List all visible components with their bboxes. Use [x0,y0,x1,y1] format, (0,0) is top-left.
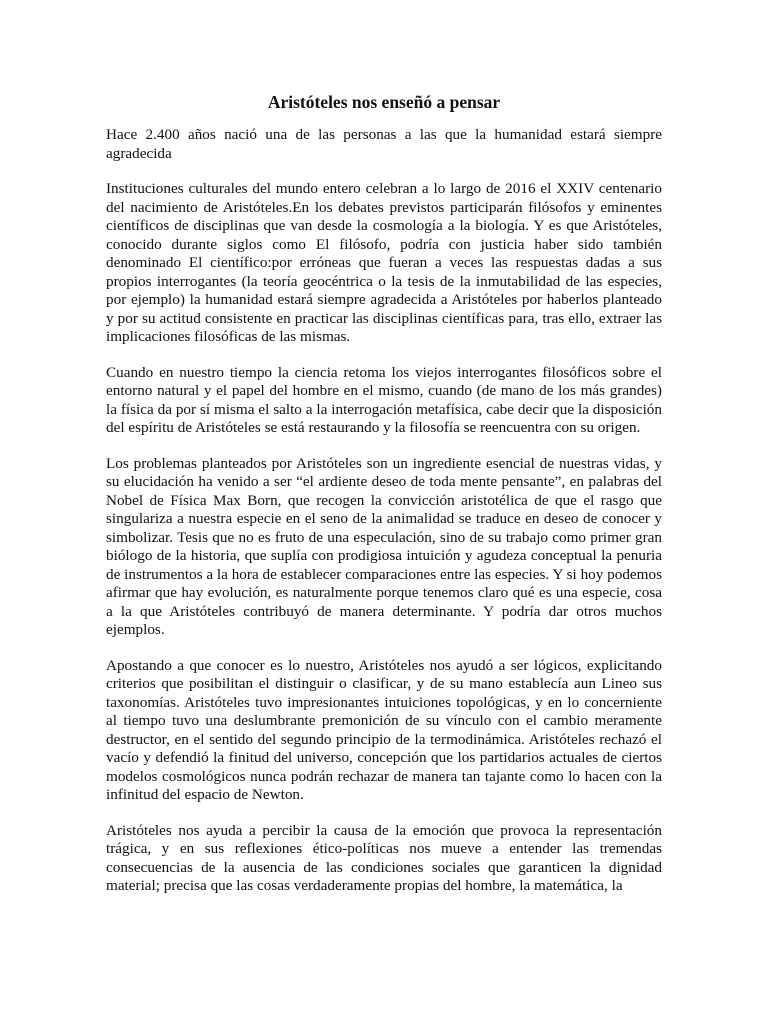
paragraph-1: Instituciones culturales del mundo entero celebran a lo largo de 2016 el XXIV centenario del nacimiento de Aristóteles.En los debates previstos participarán filósofos y eminentes científicos de disciplinas que van desde la cosmología a la biología. Y es que Aristóteles, conocido durante siglos como El filósofo, podría con justicia haber sido también denominado El científico:por erróneas que fueran a veces las respuestas dadas a sus propios interrogantes (la teoría geocéntrica o la tesis de la inmutabilidad de las especies, por ejemplo) la humanidad estará siempre agradecida a Aristóteles por haberlos planteado y por su actitud consistente en practicar las disciplinas científicas para, tras ello, extraer las implicaciones filosóficas de las mismas. [106,180,662,345]
paragraph-4: Apostando a que conocer es lo nuestro, Aristóteles nos ayudó a ser lógicos, explicitando criterios que posibilitan el distinguir o clasificar, y de su mano establecía aun Lineo sus taxonomías. Aristóteles tuvo impresionantes intuiciones topológicas, y en lo concerniente al tiempo tuvo una deslumbrante premonición de su vínculo con el cambio meramente destructor, en el sentido del segundo principio de la termodinámica. Aristóteles rechazó el vacío y defendió la finitud del universo, concepción que los partidarios actuales de ciertos modelos cosmológicos nunca podrán rechazar de manera tan tajante como lo hacen con la infinitud del espacio de Newton. [106,656,662,803]
document-body [106,90,662,896]
paragraph-3: Los problemas planteados por Aristóteles son un ingrediente esencial de nuestras vidas, y su elucidación ha venido a ser “el ardiente deseo de toda mente pensante”, en palabras del Nobel de Física Max Born, que recogen la convicción aristotélica de que el rasgo que singulariza a nuestra especie en el seno de la animalidad se traduce en deseo de conocer y simbolizar. Tesis que no es fruto de una especulación, sino de su trabajo como primer gran biólogo de la historia, que suplía con prodigiosa intuición y agudeza conceptual la penuria de instrumentos a la hora de establecer comparaciones entre las especies. Y si hoy podemos afirmar que hay evolución, es naturalmente porque tenemos claro qué es una especie, cosa a la que Aristóteles contribuyó de manera determinante. Y podría dar otros muchos ejemplos. [106,454,662,638]
paragraph-2: Cuando en nuestro tiempo la ciencia retoma los viejos interrogantes filosóficos sobre el entorno natural y el papel del hombre en el mismo, cuando (de mano de los más grandes) la física da por sí misma el salto a la interrogación metafísica, cabe decir que la disposición del espíritu de Aristóteles se está restaurando y la filosofía se reencuentra con su origen. [106,363,662,436]
document-title: Aristóteles nos enseñó a pensar [267,92,501,112]
paragraph-subtitle: Hace 2.400 años nació una de las personas a las que la humanidad estará siempre agradecida [106,126,662,162]
paragraph-5: Aristóteles nos ayuda a percibir la causa de la emoción que provoca la representación trágica, y en sus reflexiones ético-políticas nos mueve a entender las tremendas consecuencias de la ausencia de las condiciones sociales que garanticen la dignidad material; precisa que las cosas verdaderamente propias del hombre, la matemática, la [106,821,662,894]
